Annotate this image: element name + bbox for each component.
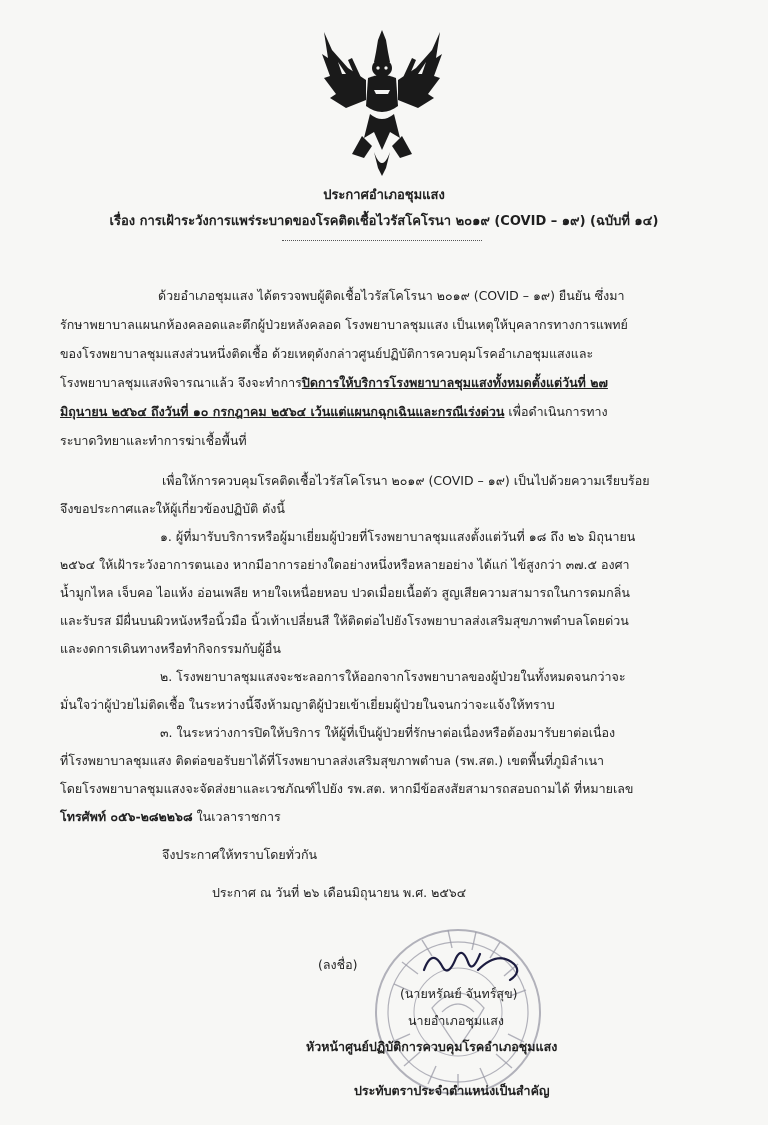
announcement-date: ประกาศ ณ วันที่ ๒๖ เดือนมิถุนายน พ.ศ. ๒๕๖๔ — [212, 885, 467, 900]
para1-line1: ด้วยอำเภอชุมแสง ได้ตรวจพบผู้ติดเชื้อไวรัสโคโรนา ๒๐๑๙ (COVID – ๑๙) ยืนยัน ซึ่งมา — [158, 288, 625, 303]
item1-line3: น้ำมูกไหล เจ็บคอ ไอแห้ง อ่อนเพลีย หายใจเหนื่อยหอบ ปวดเมื่อยเนื้อตัว สูญเสียความสามารถในการดมกลิ่น — [60, 585, 630, 600]
office-hours: ในเวลาราชการ — [192, 809, 281, 824]
signatory-position: นายอำเภอชุมแสง — [408, 1013, 504, 1028]
issuer-title: ประกาศอำเภอชุมแสง — [323, 188, 445, 203]
garuda-emblem-icon — [318, 28, 446, 178]
item3-line4 — [60, 808, 281, 826]
item3-line3: โดยโรงพยาบาลชุมแสงจะจัดส่งยาและเวชภัณฑ์ไปยัง รพ.สต. หากมีข้อสงสัยสามารถสอบถามได้ ที่หมายเลข — [60, 781, 634, 796]
item1-line4: และรับรส มีผื่นบนผิวหนังหรือนิ้วมือ นิ้วเท้าเปลี่ยนสี ให้ติดต่อไปยังโรงพยาบาลส่งเสริมสุขภาพตำบลโดยด่วน — [60, 613, 629, 628]
item1-line5: และงดการเดินทางหรือทำกิจกรรมกับผู้อื่น — [60, 641, 281, 656]
para1-line4-text: โรงพยาบาลชุมแสงพิจารณาแล้ว จึงจะทำการ — [60, 375, 302, 390]
subject-title: เรื่อง การเฝ้าระวังการแพร่ระบาดของโรคติดเชื้อไวรัสโคโรนา ๒๐๑๙ (COVID – ๑๙) (ฉบับที่ ๑๔) — [109, 214, 659, 229]
para1-line6: ระบาดวิทยาและทำการฆ่าเชื้อพื้นที่ — [60, 433, 247, 448]
para1-line2: รักษาพยาบาลแผนกห้องคลอดและตึกผู้ป่วยหลังคลอด โรงพยาบาลชุมแสง เป็นเหตุให้บุคลากรทางการแพทย์ — [60, 317, 628, 332]
item1-line2: ๒๕๖๔ ให้เฝ้าระวังอาการตนเอง หากมีอาการอย่างใดอย่างหนึ่งหรือหลายอย่าง ได้แก่ ไข้สูงกว่า ๓๗.๕ องศา — [60, 557, 630, 572]
item3-line1: ๓. ในระหว่างการปิดให้บริการ ให้ผู้ที่เป็นผู้ป่วยที่รักษาต่อเนื่องหรือต้องมารับยาต่อเนื่อง — [160, 725, 616, 740]
para1-line5 — [60, 403, 608, 421]
para1-line5-text: เพื่อดำเนินการทาง — [504, 404, 608, 419]
item1-line1: ๑. ผู้ที่มารับบริการหรือผู้มาเยี่ยมผู้ป่วยที่โรงพยาบาลชุมแสงตั้งแต่วันที่ ๑๘ ถึง ๒๖ มิถุนายน — [160, 529, 636, 544]
signatory-position-2: หัวหน้าศูนย์ปฏิบัติการควบคุมโรคอำเภอชุมแสง — [306, 1039, 558, 1054]
closure-notice-part2: มิถุนายน ๒๕๖๔ ถึงวันที่ ๑๐ กรกฎาคม ๒๕๖๔ เว้นแต่แผนกฉุกเฉินและกรณีเร่งด่วน — [60, 404, 505, 419]
para2-line2: จึงขอประกาศและให้ผู้เกี่ยวข้องปฏิบัติ ดังนี้ — [60, 501, 285, 516]
closing-announce: จึงประกาศให้ทราบโดยทั่วกัน — [162, 847, 318, 862]
signed-label: (ลงชื่อ) — [318, 957, 358, 972]
header-divider — [282, 240, 482, 241]
signatory-name: (นายหรัณย์ จันทร์สุข) — [400, 986, 518, 1001]
item3-line2: ที่โรงพยาบาลชุมแสง ติดต่อขอรับยาได้ที่โรงพยาบาลส่งเสริมสุขภาพตำบล (รพ.สต.) เขตพื้นที่ภูมิลำเนา — [60, 753, 605, 768]
para1-line4 — [60, 374, 608, 392]
handwritten-signature-icon — [418, 940, 528, 990]
item2-line1: ๒. โรงพยาบาลชุมแสงจะชะลอการให้ออกจากโรงพยาบาลของผู้ป่วยในทั้งหมดจนกว่าจะ — [160, 669, 626, 684]
closure-notice-part1: ปิดการให้บริการโรงพยาบาลชุมแสงทั้งหมดตั้งแต่วันที่ ๒๗ — [301, 375, 608, 390]
item2-line2: มั่นใจว่าผู้ป่วยไม่ติดเชื้อ ในระหว่างนี้จึงห้ามญาติผู้ป่วยเข้าเยี่ยมผู้ป่วยในจนกว่าจะแจ้งให้ทราบ — [60, 697, 555, 712]
para1-line3: ของโรงพยาบาลชุมแสงส่วนหนึ่งติดเชื้อ ด้วยเหตุดังกล่าวศูนย์ปฏิบัติการควบคุมโรคอำเภอชุมแสงและ — [60, 346, 594, 361]
para2-line1: เพื่อให้การควบคุมโรคติดเชื้อไวรัสโคโรนา ๒๐๑๙ (COVID – ๑๙) เป็นไปด้วยความเรียบร้อย — [162, 473, 650, 488]
phone-number: โทรศัพท์ ๐๕๖-๒๘๒๒๖๘ — [60, 809, 193, 824]
seal-note: ประทับตราประจำตำแหน่งเป็นสำคัญ — [354, 1083, 550, 1098]
